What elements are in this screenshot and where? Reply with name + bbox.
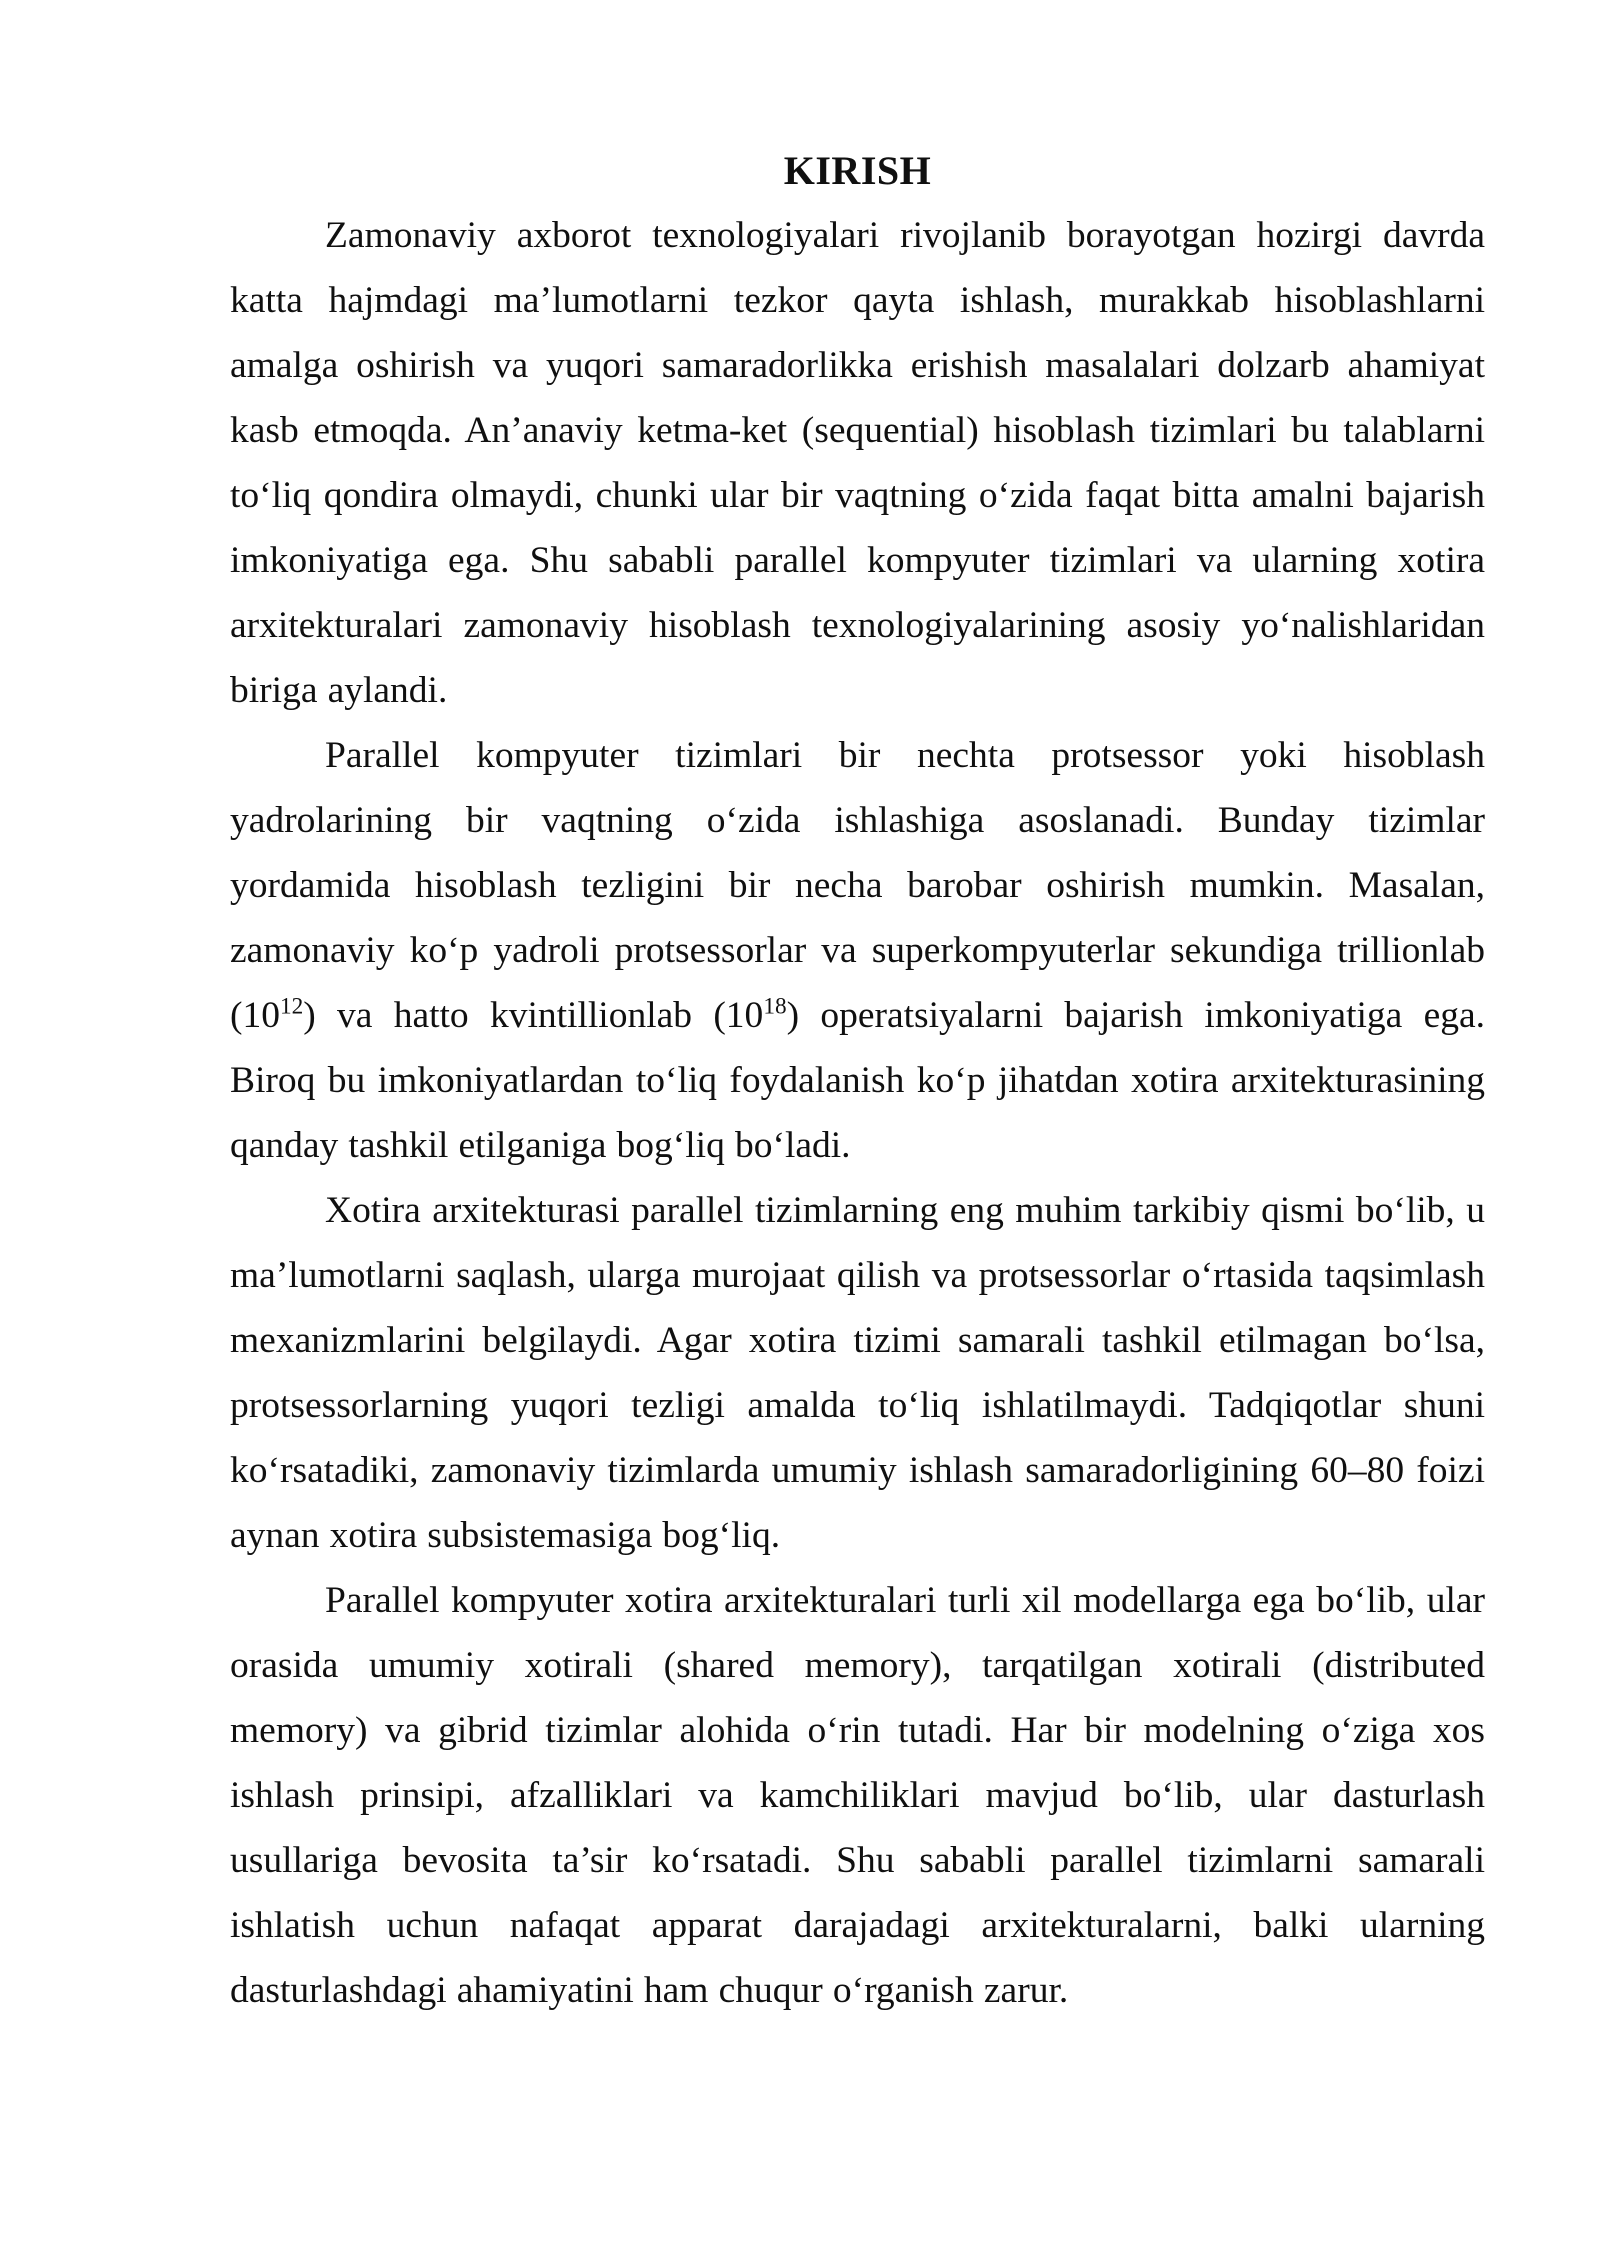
body-paragraph: Parallel kompyuter tizimlari bir nechta protsessor yoki hisoblash yadrolarining bir vaqtning o‘zida ishlashiga asoslanadi. Bunday tizimlar yordamida hisoblash tezligini bir necha barobar oshirish mumkin. Masalan, zamonaviy ko‘p yadroli protsessorlar va superkompyuterlar sekundiga trillionlab $(10^{12})$ va hatto kvintillionlab $(10^{18})$ operatsiyalarni bajarish imkoniyatiga ega. Biroq bu imkoniyatlardan to‘liq foydalanish ko‘p jihatdan xotira arxitekturasining qanday tashkil etilganiga bog‘liq bo‘ladi. bbox=[230, 735, 1485, 1166]
page-title: KIRISH bbox=[783, 148, 932, 193]
body-paragraph: Parallel kompyuter xotira arxitekturalari turli xil modellarga ega bo‘lib, ular orasida umumiy xotirali (shared memory), tarqatilgan xotirali (distributed memory) va gibrid tizimlar alohida o‘rin tutadi. Har bir modelning o‘ziga xos ishlash prinsipi, afzalliklari va kamchiliklari mavjud bo‘lib, ular dasturlash usullariga bevosita ta’sir ko‘rsatadi. Shu sababli parallel tizimlarni samarali ishlatish uchun nafaqat apparat darajadagi arxitekturalarni, balki ularning dasturlashdagi ahamiyatini ham chuqur o‘rganish zarur. bbox=[230, 1580, 1485, 2011]
body-paragraph: Xotira arxitekturasi parallel tizimlarning eng muhim tarkibiy qismi bo‘lib, u ma’lumotlarni saqlash, ularga murojaat qilish va protsessorlar o‘rtasida taqsimlash mexanizmlarini belgilaydi. Agar xotira tizimi samarali tashkil etilmagan bo‘lsa, protsessorlarning yuqori tezligi amalda to‘liq ishlatilmaydi. Tadqiqotlar shuni ko‘rsatadiki, zamonaviy tizimlarda umumiy ishlash samaradorligining 60–80 foizi aynan xotira subsistemasiga bog‘liq. bbox=[230, 1190, 1485, 1556]
body-paragraph: Zamonaviy axborot texnologiyalari rivojlanib borayotgan hozirgi davrda katta hajmdagi ma’lumotlarni tezkor qayta ishlash, murakkab hisoblashlarni amalga oshirish va yuqori samaradorlikka erishish masalalari dolzarb ahamiyat kasb etmoqda. An’anaviy ketma-ket (sequential) hisoblash tizimlari bu talablarni to‘liq qondira olmaydi, chunki ular bir vaqtning o‘zida faqat bitta amalni bajarish imkoniyatiga ega. Shu sababli parallel kompyuter tizimlari va ularning xotira arxitekturalari zamonaviy hisoblash texnologiyalarining asosiy yo‘nalishlaridan biriga aylandi. bbox=[230, 215, 1485, 711]
